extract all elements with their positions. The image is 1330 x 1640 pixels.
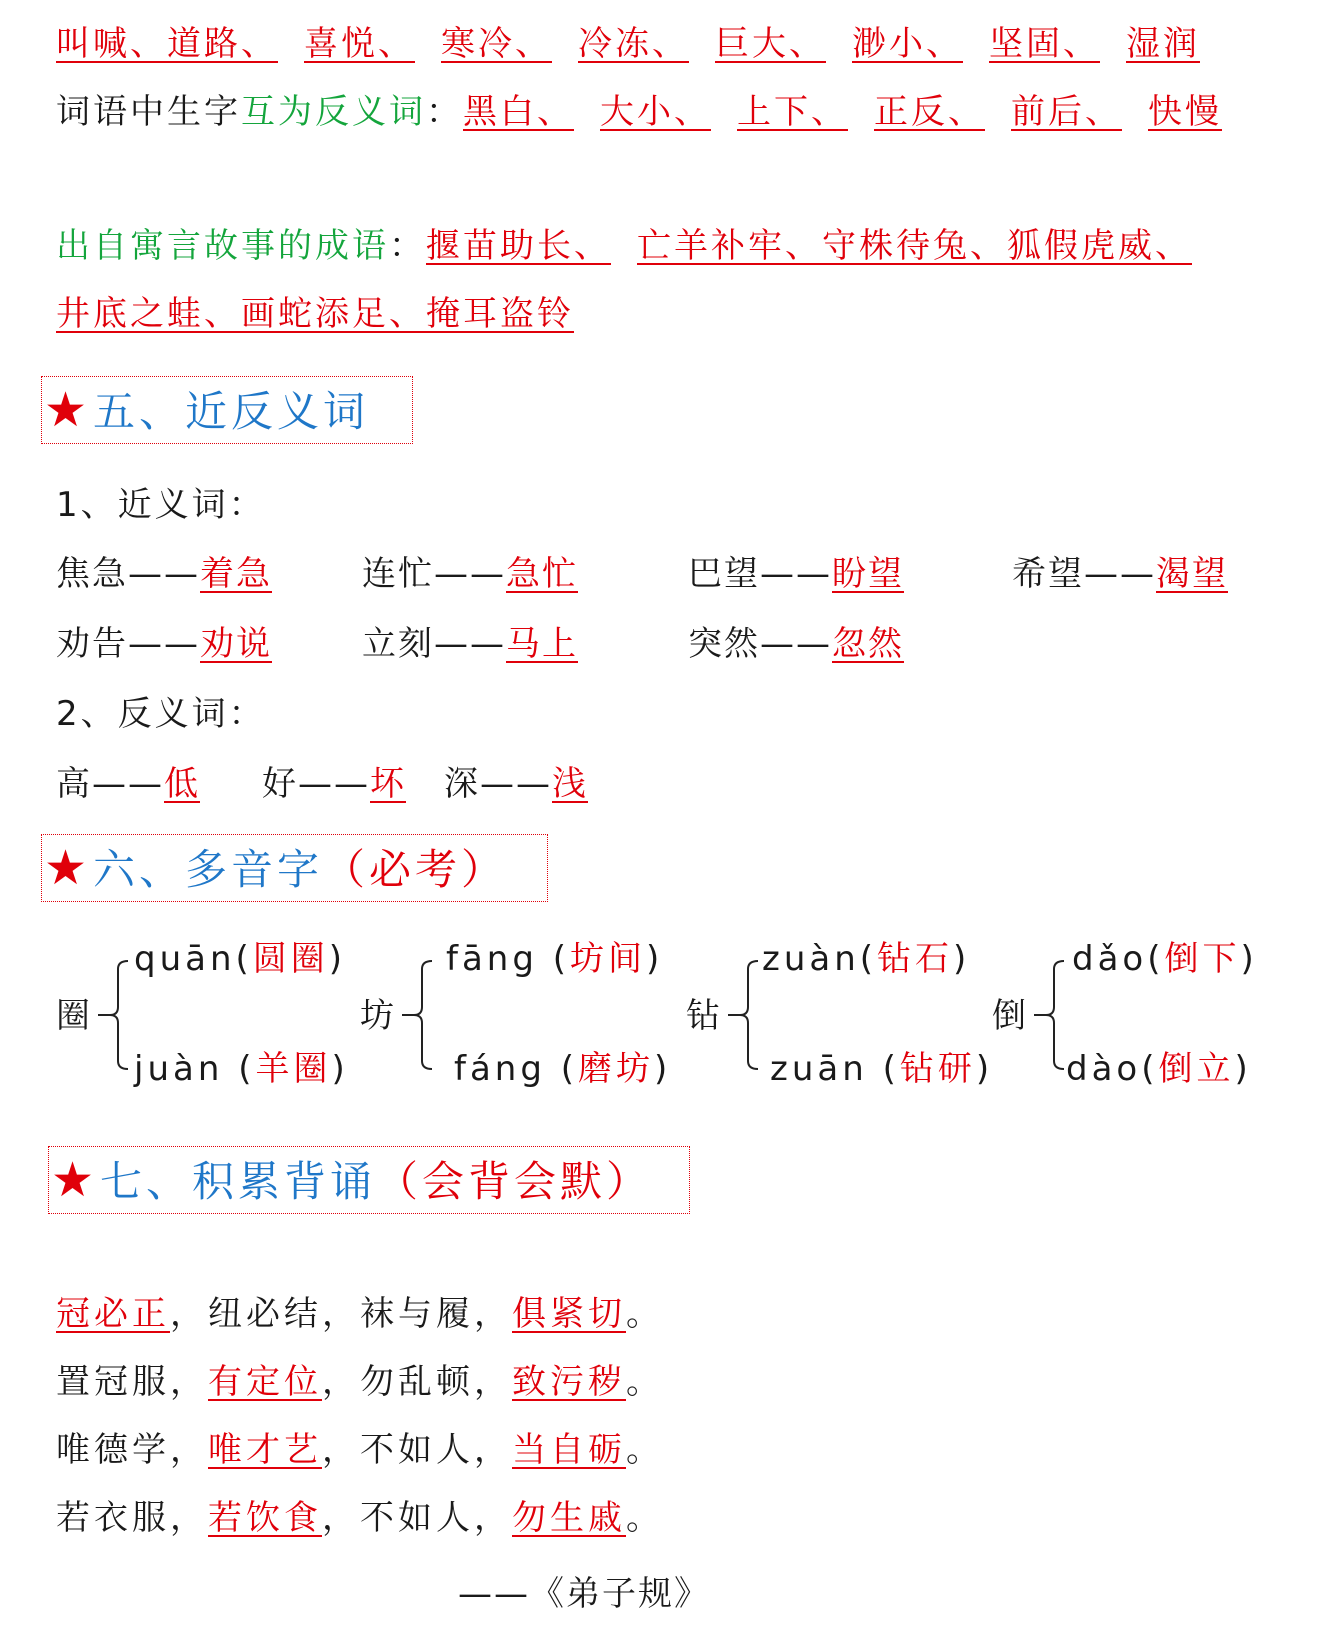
brace-icon [724, 955, 762, 1075]
word: 前后 [1011, 92, 1085, 132]
pinyin-top: fāng (坊间) [446, 939, 664, 979]
antonym-pair: 深——浅 [444, 764, 588, 804]
idiom: 井底之蛙 [56, 294, 204, 334]
idiom-line-2: 井底之蛙、画蛇添足、掩耳盗铃 [56, 294, 574, 334]
word: 湿润 [1126, 24, 1200, 64]
idiom: 狐假虎威 [1007, 226, 1155, 266]
word: 黑白 [463, 92, 537, 132]
brace-icon [1030, 955, 1068, 1075]
poem-source: ——《弟子规》 [458, 1574, 710, 1614]
word: 喜悦 [304, 24, 378, 64]
word: 寒冷 [441, 24, 515, 64]
mutual-antonym-line: 词语中生字互为反义词：黑白、 大小、 上下、 正反、 前后、 快慢 [56, 92, 1222, 132]
star-icon: ★ [44, 840, 92, 896]
poem-line: 置冠服，有定位，勿乱顿，致污秽。 [56, 1362, 664, 1402]
section-title: 五、近反义词 [93, 387, 370, 436]
word: 快慢 [1148, 92, 1222, 132]
pinyin-bottom: dào(倒立) [1066, 1049, 1252, 1089]
word: 坚固 [989, 24, 1063, 64]
word: 巨大 [715, 24, 789, 64]
star-icon: ★ [51, 1152, 99, 1208]
pinyin-top: dǎo(倒下) [1072, 939, 1258, 979]
synonym-pair: 立刻——马上 [362, 624, 578, 664]
synonym-pair: 希望——渴望 [1012, 554, 1228, 594]
star-icon: ★ [44, 382, 92, 438]
polyphone-char: 钻 [686, 996, 720, 1036]
line-prefix: 词语中生字 [56, 92, 241, 132]
section-heading-5 [41, 376, 413, 444]
pinyin-top: zuàn(钻石) [762, 939, 971, 979]
pinyin-bottom: fáng (磨坊) [454, 1049, 672, 1089]
idiom: 守株待兔 [822, 226, 970, 266]
idiom: 亡羊补牢 [637, 226, 785, 266]
antonym-pair: 好——坏 [262, 764, 406, 804]
pinyin-top: quān(圆圈) [134, 939, 347, 979]
word: 渺小 [852, 24, 926, 64]
word: 上下 [737, 92, 811, 132]
antonym-pair: 高——低 [56, 764, 200, 804]
brace-icon [94, 955, 132, 1075]
synonym-pair: 突然——忽然 [688, 624, 904, 664]
polyphone-char: 倒 [992, 996, 1026, 1036]
poem-line: 唯德学，唯才艺，不如人，当自砺。 [56, 1430, 664, 1470]
section-title-note: （会背会默） [376, 1157, 653, 1206]
pinyin-bottom: juàn (羊圈) [134, 1049, 349, 1089]
antonym-word-list: 叫喊、道路、 喜悦、 寒冷、 冷冻、 巨大、 渺小、 坚固、 湿润 [56, 24, 1200, 64]
poem-line: 冠必正，纽必结，袜与履，俱紧切。 [56, 1294, 664, 1334]
section-title-note: （必考） [323, 845, 508, 894]
idiom: 掩耳盗铃 [426, 294, 574, 334]
section-heading-7 [48, 1146, 690, 1214]
polyphone-char: 圈 [56, 996, 90, 1036]
word: 正反 [874, 92, 948, 132]
section-heading-6 [41, 834, 548, 902]
idiom: 画蛇添足 [241, 294, 389, 334]
poem-line: 若衣服，若饮食，不如人，勿生戚。 [56, 1498, 664, 1538]
synonym-pair: 劝告——劝说 [56, 624, 272, 664]
word: 冷冻 [578, 24, 652, 64]
section-title: 七、积累背诵 [100, 1157, 377, 1206]
word: 大小 [600, 92, 674, 132]
synonym-subtitle: 1、近义词： [56, 485, 266, 525]
brace-icon [398, 955, 436, 1075]
idiom-line: 出自寓言故事的成语：揠苗助长、 亡羊补牢、守株待兔、狐假虎威、 [56, 226, 1192, 266]
polyphone-char: 坊 [360, 996, 394, 1036]
idiom: 揠苗助长 [426, 226, 574, 266]
pinyin-bottom: zuān (钻研) [770, 1049, 994, 1089]
word: 道路 [167, 24, 241, 64]
antonym-subtitle: 2、反义词： [56, 694, 266, 734]
word: 叫喊 [56, 24, 130, 64]
synonym-pair: 焦急——着急 [56, 554, 272, 594]
idiom-label: 出自寓言故事的成语 [56, 226, 389, 266]
section-title: 六、多音字 [93, 845, 324, 894]
synonym-pair: 巴望——盼望 [688, 554, 904, 594]
highlight-label: 互为反义词 [241, 92, 426, 132]
synonym-pair: 连忙——急忙 [362, 554, 578, 594]
